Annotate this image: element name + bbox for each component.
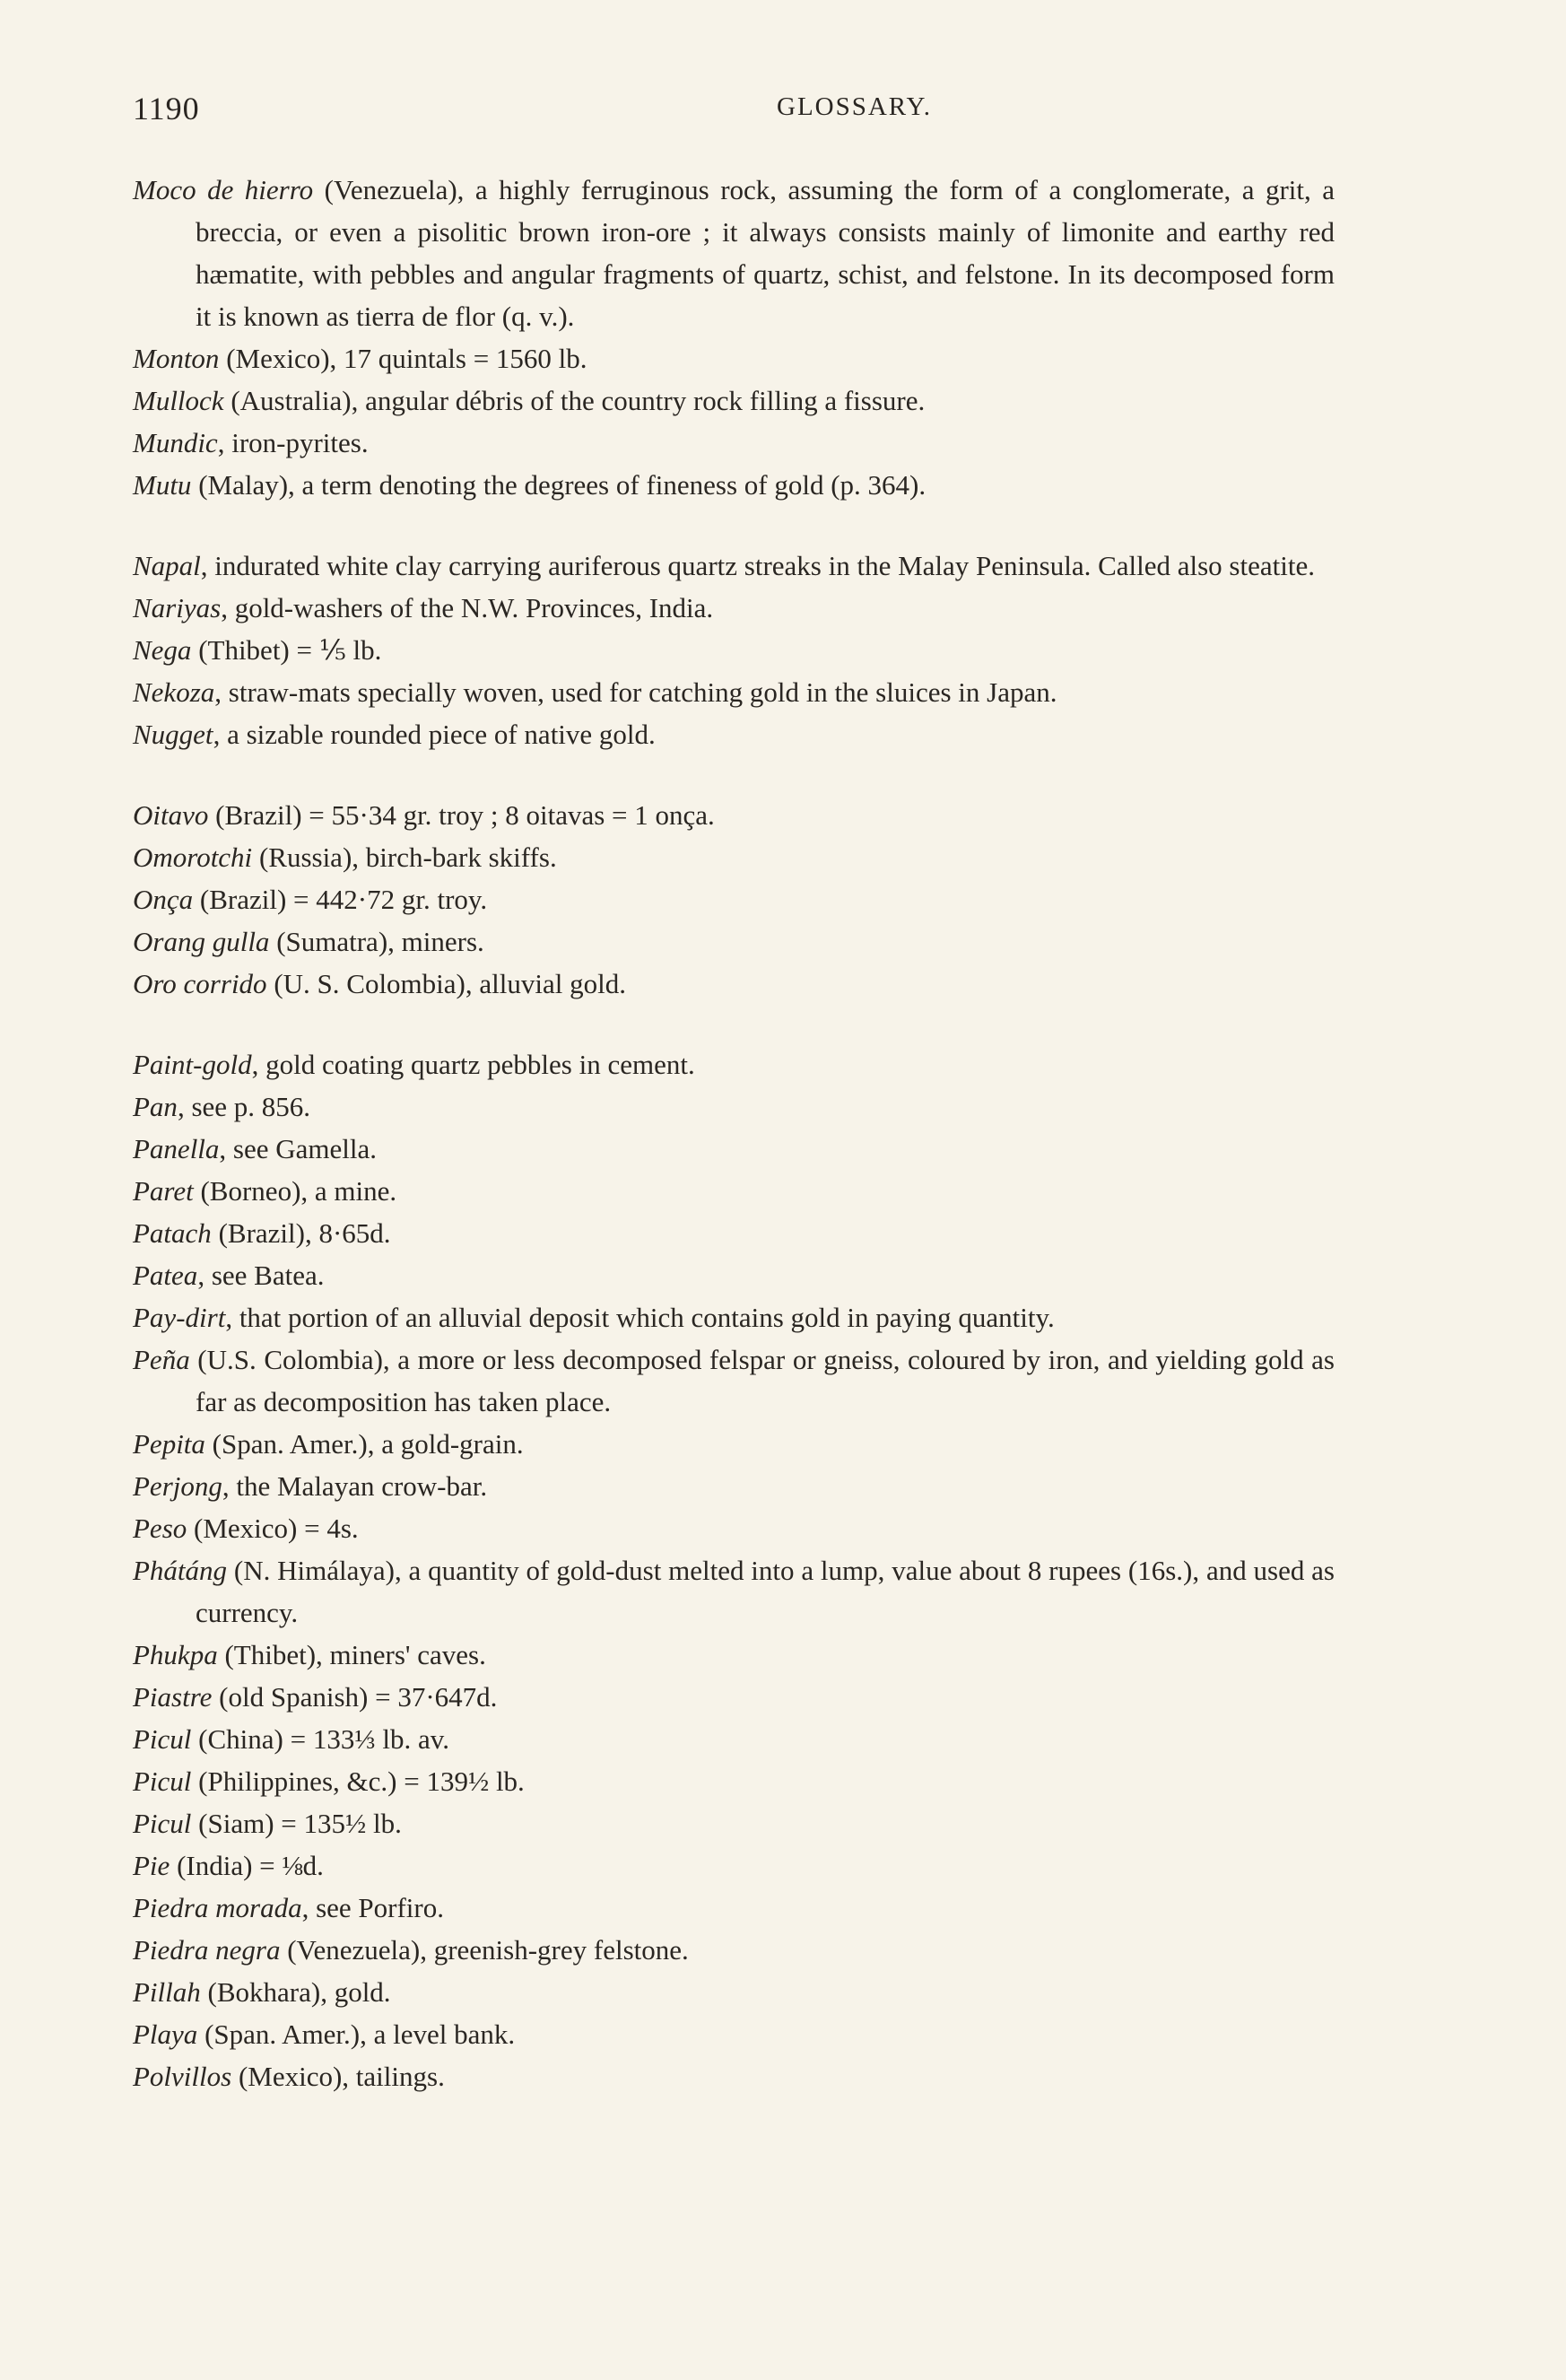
glossary-term: Oitavo (133, 799, 209, 831)
glossary-definition: (Venezuela), a highly ferruginous rock, assuming the form of a conglomerate, a grit, a breccia, or even a pisolitic brown iron-ore ; it always consists mainly of limonite and earthy red hæmatite, with pebbles and angular fragments of quartz, schist, and felstone. In its decomposed form it is known as tierra de flor (q. v.). (196, 174, 1335, 332)
glossary-term: Mundic (133, 427, 218, 458)
glossary-term: Patea (133, 1260, 198, 1291)
glossary-term: Omorotchi (133, 841, 253, 873)
glossary-definition: (Malay), a term denoting the degrees of fineness of gold (p. 364). (191, 469, 927, 501)
glossary-entry (133, 1802, 1335, 1844)
glossary-definition: (Russia), birch-bark skiffs. (252, 841, 557, 873)
glossary-term: Mutu (133, 469, 192, 501)
glossary-entry (133, 1043, 1335, 1085)
glossary-entry (133, 1929, 1335, 1971)
glossary-definition: , gold-washers of the N.W. Provinces, India. (221, 592, 714, 623)
glossary-term: Pan (133, 1091, 178, 1122)
glossary-entry (133, 671, 1335, 713)
glossary-entry (133, 1254, 1335, 1296)
glossary-definition: , see Porfiro. (301, 1892, 444, 1923)
glossary-definition: (Australia), angular débris of the country rock filling a fissure. (223, 385, 926, 416)
glossary-term: Pay-dirt (133, 1302, 226, 1333)
glossary-entry (133, 545, 1335, 587)
glossary-definition: (Brazil) = 55·34 gr. troy ; 8 oitavas = 1 onça. (208, 799, 715, 831)
glossary-entry (133, 1634, 1335, 1676)
glossary-definition: (U.S. Colombia), a more or less decomposed felspar or gneiss, coloured by iron, and yielding gold as far as decomposition has taken place. (189, 1344, 1335, 1417)
glossary-entry (133, 422, 1335, 464)
glossary-entry (133, 587, 1335, 629)
running-title: GLOSSARY. (777, 92, 932, 121)
glossary-term: Piedra morada (133, 1892, 302, 1923)
glossary-definition: (China) = 133⅓ lb. av. (191, 1723, 449, 1755)
glossary-entry (133, 1676, 1335, 1718)
glossary-entry (133, 1128, 1335, 1170)
glossary-term: Moco de hierro (133, 174, 314, 205)
glossary-term: Peso (133, 1513, 187, 1544)
glossary-term: Nariyas (133, 592, 222, 623)
glossary-definition: , the Malayan crow-bar. (222, 1470, 488, 1502)
glossary-definition: , see Gamella. (219, 1133, 378, 1164)
glossary-term: Picul (133, 1765, 192, 1797)
glossary-entries (133, 169, 1335, 2097)
glossary-term: Nugget (133, 719, 213, 750)
glossary-entry (133, 464, 1335, 506)
glossary-term: Oro corrido (133, 968, 267, 999)
glossary-definition: (Brazil) = 442·72 gr. troy. (193, 884, 488, 915)
glossary-term: Pepita (133, 1428, 205, 1460)
glossary-definition: , straw-mats specially woven, used for catching gold in the sluices in Japan. (214, 676, 1057, 708)
glossary-term: Paret (133, 1175, 194, 1207)
glossary-term: Playa (133, 2018, 198, 2050)
glossary-definition: , that portion of an alluvial deposit which contains gold in paying quantity. (225, 1302, 1055, 1333)
glossary-term: Phukpa (133, 1639, 218, 1670)
glossary-definition: (U. S. Colombia), alluvial gold. (266, 968, 626, 999)
glossary-entry (133, 1170, 1335, 1212)
glossary-definition: , indurated white clay carrying auriferous quartz streaks in the Malay Peninsula. Called also steatite. (200, 550, 1315, 581)
glossary-definition: (Bokhara), gold. (200, 1976, 391, 2008)
glossary-entry (133, 1549, 1335, 1634)
glossary-definition: (Span. Amer.), a gold-grain. (204, 1428, 524, 1460)
glossary-definition: (N. Himálaya), a quantity of gold-dust melted into a lump, value about 8 rupees (16s.), and used as currency. (196, 1555, 1335, 1628)
glossary-entry (133, 1296, 1335, 1338)
glossary-entry (133, 878, 1335, 920)
glossary-definition: (Borneo), a mine. (193, 1175, 397, 1207)
glossary-term: Picul (133, 1808, 192, 1839)
glossary-entry (133, 337, 1335, 379)
glossary-entry (133, 1212, 1335, 1254)
glossary-entry (133, 920, 1335, 963)
glossary-term: Napal (133, 550, 201, 581)
glossary-entry (133, 1887, 1335, 1929)
glossary-term: Phátáng (133, 1555, 228, 1586)
glossary-entry (133, 836, 1335, 878)
glossary-entry (133, 1338, 1335, 1423)
glossary-entry (133, 169, 1335, 337)
glossary-definition: , gold coating quartz pebbles in cement. (251, 1049, 695, 1080)
glossary-entry (133, 379, 1335, 422)
glossary-definition: , a sizable rounded piece of native gold. (213, 719, 656, 750)
glossary-term: Peña (133, 1344, 190, 1375)
glossary-term: Mullock (133, 385, 224, 416)
glossary-definition: (Venezuela), greenish-grey felstone. (280, 1934, 689, 1966)
glossary-entry (133, 963, 1335, 1005)
glossary-entry (133, 1507, 1335, 1549)
glossary-definition: (Span. Amer.), a level bank. (197, 2018, 516, 2050)
page-number: 1190 (133, 91, 200, 126)
glossary-definition: (Thibet) = ⅕ lb. (191, 634, 382, 666)
glossary-entry (133, 2055, 1335, 2097)
page-header (133, 90, 1353, 126)
glossary-entry (133, 1844, 1335, 1887)
glossary-entry (133, 2013, 1335, 2055)
glossary-entry (133, 713, 1335, 755)
glossary-entry (133, 1760, 1335, 1802)
glossary-entry (133, 1085, 1335, 1128)
glossary-term: Polvillos (133, 2061, 232, 2092)
glossary-definition: , iron-pyrites. (217, 427, 369, 458)
glossary-definition: (old Spanish) = 37·647d. (212, 1681, 498, 1713)
glossary-term: Piastre (133, 1681, 213, 1713)
glossary-definition: (Siam) = 135½ lb. (191, 1808, 402, 1839)
glossary-term: Orang gulla (133, 926, 270, 957)
glossary-term: Paint-gold (133, 1049, 252, 1080)
glossary-term: Onça (133, 884, 194, 915)
glossary-entry (133, 1718, 1335, 1760)
glossary-definition: (Mexico), 17 quintals = 1560 lb. (219, 343, 587, 374)
glossary-definition: , see p. 856. (177, 1091, 311, 1122)
glossary-term: Nekoza (133, 676, 215, 708)
glossary-definition: (India) = ⅛d. (170, 1850, 324, 1881)
glossary-term: Pillah (133, 1976, 201, 2008)
glossary-definition: (Mexico) = 4s. (187, 1513, 359, 1544)
glossary-term: Piedra negra (133, 1934, 281, 1966)
glossary-entry (133, 629, 1335, 671)
glossary-term: Nega (133, 634, 192, 666)
glossary-definition: , see Batea. (197, 1260, 325, 1291)
glossary-term: Patach (133, 1217, 212, 1249)
glossary-entry (133, 794, 1335, 836)
glossary-entry (133, 1971, 1335, 2013)
glossary-term: Picul (133, 1723, 192, 1755)
glossary-definition: (Thibet), miners' caves. (217, 1639, 486, 1670)
glossary-definition: (Philippines, &c.) = 139½ lb. (191, 1765, 525, 1797)
glossary-term: Pie (133, 1850, 170, 1881)
glossary-entry (133, 1465, 1335, 1507)
glossary-term: Panella (133, 1133, 220, 1164)
glossary-entry (133, 1423, 1335, 1465)
glossary-definition: (Brazil), 8·65d. (211, 1217, 391, 1249)
glossary-definition: (Sumatra), miners. (269, 926, 484, 957)
glossary-term: Monton (133, 343, 220, 374)
glossary-definition: (Mexico), tailings. (231, 2061, 445, 2092)
glossary-term: Perjong (133, 1470, 222, 1502)
